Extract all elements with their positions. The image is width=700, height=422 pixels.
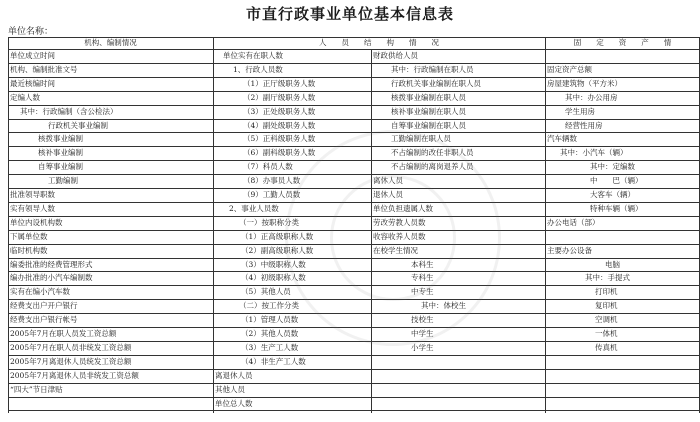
table-cell: 临时机构数 — [10, 245, 48, 255]
table-cell: 不占编制的离岗退养人员 — [391, 162, 474, 172]
table-cell: 收容收养人员数 — [373, 231, 426, 241]
table-cell: 工勤编制 — [48, 176, 78, 186]
table-cell: 经费支出户开户银行 — [10, 301, 78, 311]
table-cell: 批准领导职数 — [10, 190, 55, 199]
table-cell: 离退休人员 — [215, 370, 253, 380]
table-cell: 其中：体校生 — [421, 301, 466, 311]
table-cell: （8）办事员人数 — [243, 176, 301, 186]
table-cell: 退休人员 — [373, 190, 403, 199]
table-cell: 1、行政人员数 — [233, 64, 283, 74]
unit-name-label: 单位名称： — [8, 27, 54, 37]
table-cell: 离休人员 — [373, 176, 403, 186]
table-cell: 空调机 — [595, 315, 618, 325]
table-cell: 大客车（辆） — [590, 190, 635, 199]
table-cell: 实有领导人数 — [10, 203, 55, 213]
table-cell: 房屋建筑物（平方米） — [547, 78, 622, 88]
table-cell: 技校生 — [411, 315, 434, 325]
table-cell: 单位内设机构数 — [10, 217, 63, 227]
table-cell: 核拨事业编制在职人员 — [391, 92, 466, 102]
table-cell: 2005年7月离退休人员非统发工资总额 — [10, 370, 139, 380]
table-cell: 核补事业编制 — [38, 148, 83, 158]
page-title: 市直行政事业单位基本信息表 — [245, 5, 454, 23]
table-cell: （4）非生产工人数 — [241, 356, 306, 366]
table-vline — [8, 37, 9, 413]
table-cell: 单位负担遗属人数 — [373, 203, 433, 213]
table-cell: 其中：小汽车（辆） — [560, 148, 628, 158]
table-cell: （5）正科级职务人数 — [243, 134, 316, 144]
table-cell: （3）中级职称人数 — [241, 259, 306, 269]
table-cell: 2005年7月在职人员发工资总额 — [10, 329, 117, 338]
table-cell: （4）初级职称人数 — [241, 273, 306, 283]
table-cell: 劳改劳教人员数 — [373, 217, 426, 227]
table-cell: （5）其他人员 — [241, 287, 291, 297]
table-cell: （9）工勤人员数 — [243, 190, 301, 199]
table-cell: （二）按工作分类 — [239, 301, 299, 311]
table-cell: 单位实有在职人数 — [223, 51, 283, 60]
table-cell: （6）副科级职务人数 — [243, 148, 316, 158]
table-cell: 打印机 — [595, 287, 618, 297]
table-cell: （3）生产工人数 — [241, 342, 299, 352]
table-cell: 行政机关事业编制 — [48, 120, 108, 130]
table-cell: 主要办公设备 — [547, 245, 592, 255]
table-cell: 中 巴（辆） — [590, 176, 643, 186]
table-cell: 固定资产总额 — [547, 64, 592, 74]
table-cell: 不占编制的改任非职人员 — [391, 148, 474, 158]
header-personnel-structure: 人 员 结 构 情 况 — [319, 38, 439, 47]
table-cell: （2）副高级职称人数 — [241, 245, 314, 255]
table-cell: （3）正处级职务人数 — [243, 106, 316, 116]
table-cell: 其中：行政编制（含公检法） — [20, 106, 118, 116]
table-cell: 下属单位数 — [10, 231, 48, 241]
table-cell: 办公电话（部） — [547, 217, 600, 227]
table-cell: （7）科员人数 — [243, 162, 293, 172]
table-cell: （1）管理人员数 — [241, 315, 299, 325]
table-cell: 复印机 — [595, 301, 618, 311]
table-cell: 行政机关事业编制在职人员 — [391, 78, 481, 88]
table-cell: 在校学生情况 — [373, 245, 418, 255]
table-cell: 其中：手提式 — [585, 273, 630, 283]
table-cell: 定编人数 — [10, 92, 40, 102]
table-cell: 中学生 — [411, 329, 434, 338]
table-cell: 工勤编制在职人员 — [391, 134, 451, 144]
table-cell: 其中：行政编制在职人员 — [391, 64, 474, 74]
table-hline — [8, 410, 700, 411]
table-cell: 其他人员 — [215, 384, 245, 394]
table-cell: 2、事业人员数 — [229, 203, 279, 213]
table-cell: （2）其他人员数 — [241, 329, 299, 338]
table-cell: （4）副处级职务人数 — [243, 120, 316, 130]
table-cell: 特种车辆（辆） — [590, 203, 643, 213]
table-vline — [371, 49, 372, 413]
table-cell: 2005年7月离退休人员统发工资总额 — [10, 356, 132, 366]
table-cell: （1）正高级职称人数 — [241, 231, 314, 241]
table-cell: 其中：办公用房 — [565, 92, 618, 102]
table-cell: 经营性用房 — [565, 120, 603, 130]
table-cell: 一体机 — [595, 329, 618, 338]
table-cell: 专科生 — [411, 273, 434, 283]
table-cell: 自筹事业编制 — [38, 162, 83, 172]
table-cell: “四大”节日津贴 — [10, 384, 63, 394]
table-cell: 核拨事业编制 — [38, 134, 83, 144]
table-cell: 单位总人数 — [215, 398, 253, 408]
table-cell: 单位成立时间 — [10, 51, 55, 60]
info-table — [8, 37, 700, 413]
table-cell: 小学生 — [411, 342, 434, 352]
table-cell: （1）正厅级职务人数 — [243, 78, 316, 88]
table-cell: 电脑 — [605, 259, 620, 269]
table-cell: 其中：定编数 — [590, 162, 635, 172]
table-cell: 实有在编小汽车数 — [10, 287, 70, 297]
table-cell: 编办批准的小汽车编制数 — [10, 273, 93, 283]
table-cell: （2）副厅级职务人数 — [243, 92, 316, 102]
table-cell: 2005年7月在职人员非统发工资总额 — [10, 342, 132, 352]
table-cell: 编委批准的经费管理形式 — [10, 259, 93, 269]
table-cell: （一）按职称分类 — [239, 217, 299, 227]
header-org-staffing: 机构、编制情况 — [84, 38, 137, 47]
table-cell: 自筹事业编制在职人员 — [391, 120, 466, 130]
table-cell: 传真机 — [595, 342, 618, 352]
table-cell: 财政供给人员 — [373, 51, 418, 60]
table-vline — [213, 37, 214, 413]
table-cell: 汽车辆数 — [547, 134, 577, 144]
table-cell: 核补事业编制在职人员 — [391, 106, 466, 116]
table-vline — [545, 37, 546, 413]
table-cell: 中专生 — [411, 287, 434, 297]
table-cell: 最近核编时间 — [10, 78, 55, 88]
table-hline — [8, 37, 700, 38]
table-cell: 本科生 — [411, 259, 434, 269]
table-cell: 学生用房 — [565, 106, 595, 116]
table-cell: 机构、编制批准文号 — [10, 64, 78, 74]
header-fixed-assets: 固 定 资 产 情 — [573, 38, 672, 47]
table-cell: 经费支出户银行帐号 — [10, 315, 78, 325]
